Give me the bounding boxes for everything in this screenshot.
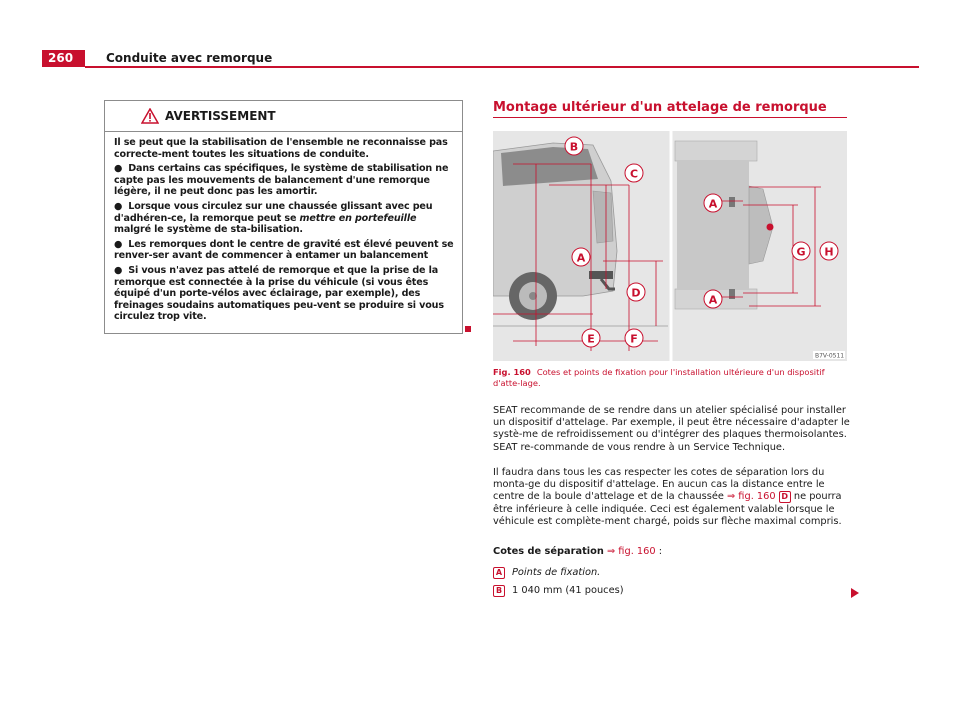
running-header-title: Conduite avec remorque — [106, 51, 273, 65]
callout-label: G — [796, 245, 806, 259]
warning-bullet-text: malgré le système de sta-bilisation. — [114, 224, 303, 236]
figure-caption — [493, 367, 853, 388]
bullet-dot: ● — [114, 238, 123, 250]
warning-triangle-icon — [141, 108, 159, 128]
warning-bullet — [114, 239, 456, 262]
callout-label: D — [631, 286, 641, 300]
warning-bullet-text: Les remorques dont le centre de gravité est élevé peuvent se renver-ser avant de commencer à entamer un balancement — [114, 238, 454, 262]
warning-header — [105, 101, 462, 132]
figure-caption-text: Cotes et points de fixation pour l'installation ultérieure d'un dispositif d'atte-lage. — [493, 367, 825, 388]
callout-g — [792, 242, 810, 260]
callout-f — [625, 329, 643, 347]
callout-label: A — [576, 251, 586, 265]
item-badge: A — [493, 567, 505, 579]
callout-e — [582, 329, 600, 347]
header-rule — [85, 66, 919, 68]
callout-label: C — [629, 167, 639, 181]
callout-label: A — [708, 197, 718, 211]
figure-reference-link[interactable]: ⇒ fig. 160 — [726, 491, 776, 503]
callout-label: H — [824, 245, 834, 259]
bullet-dot: ● — [114, 200, 123, 212]
warning-bullet-text: Si vous n'avez pas attelé de remorque et que la prise de la remorque est connectée à la prise du véhicule (si vous êtes équipé d'un porte-vélos avec éclairage, par exemple), des freinages soudains automatiques peu-vent se produire si vous circulez trop vite. — [114, 264, 444, 323]
page-number: 260 — [42, 50, 85, 67]
section-title: Montage ultérieur d'un attelage de remorque — [493, 100, 827, 115]
callout-badge: D — [779, 491, 791, 503]
callout-label: F — [630, 332, 638, 346]
warning-emphasis: mettre en portefeuille — [299, 212, 417, 224]
callout-a — [572, 248, 590, 266]
callout-c — [625, 164, 643, 182]
item-badge: B — [493, 585, 505, 597]
warning-bullet — [114, 201, 456, 236]
figure-reference-link[interactable]: ⇒ fig. 160 — [606, 546, 656, 557]
warning-bullet-text: Dans certains cas spécifiques, le système de stabilisation ne capte pas les mouvements de balancement d'une remorque légère, il ne peut donc pas les amortir. — [114, 163, 449, 198]
callout-label: E — [587, 332, 595, 346]
warning-bullet — [114, 265, 456, 323]
bullet-dot: ● — [114, 163, 123, 175]
item-text: Points de fixation. — [512, 567, 601, 578]
warning-title: AVERTISSEMENT — [165, 109, 276, 123]
paragraph-text: Il faudra dans tous les cas respecter les cotes de séparation lors du monta-ge du dispositif d'attelage. En aucun cas la distance entre le centre de la boule d'attelage et de la chaussée — [493, 467, 825, 503]
callout-a — [704, 194, 722, 212]
warning-bullet-text: Lorsque vous circulez sur une chaussée glissant avec peu d'adhéren-ce, la remorque peut se — [114, 200, 433, 224]
cotes-colon: : — [655, 546, 663, 557]
figure-tow-hitch-dimensions — [493, 131, 847, 361]
bullet-dot: ● — [114, 264, 123, 276]
item-text: 1 040 mm (41 pouces) — [512, 585, 624, 596]
warning-intro: Il se peut que la stabilisation de l'ensemble ne reconnaisse pas correcte-ment toutes les situations de conduite. — [114, 137, 448, 160]
section-end-mark — [465, 326, 471, 332]
cotes-label: Cotes de séparation — [493, 546, 604, 557]
callout-h — [820, 242, 838, 260]
callout-a — [704, 290, 722, 308]
warning-bullet — [114, 163, 456, 198]
paragraph-seat-recommendation: SEAT recommande de se rendre dans un atelier spécialisé pour installer un dispositif d'attelage. Par exemple, il peut être nécessaire d'adapter le systè-me de refroidissement ou d'intégrer des plaques thermoisolantes. SEAT re-commande de vous rendre à un Service Technique. — [493, 405, 850, 453]
section-rule — [493, 117, 847, 118]
dimension-item — [493, 567, 600, 579]
callout-label: B — [569, 140, 579, 154]
callout-b — [565, 137, 583, 155]
paragraph-text: ne pourra être inférieure à celle indiquée. Ceci est également valable lorsque le véhicule est complète-ment chargé, poids sur flèche maximal compris. — [493, 491, 842, 527]
callout-label: A — [708, 293, 718, 307]
warning-body — [105, 132, 462, 323]
paragraph-separation — [493, 467, 853, 528]
callout-d — [627, 283, 645, 301]
figure-code: B7V-0511 — [815, 352, 845, 360]
continue-arrow-icon — [851, 588, 859, 598]
warning-box — [104, 100, 463, 334]
cotes-heading — [493, 546, 853, 558]
dimension-item — [493, 585, 624, 597]
figure-caption-label: Fig. 160 — [493, 367, 531, 377]
